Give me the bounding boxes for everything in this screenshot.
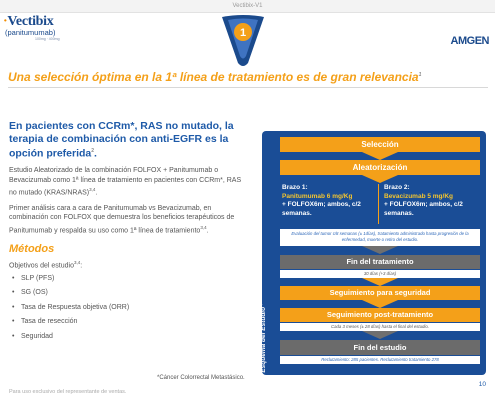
step-seguimiento-post: Seguimiento post-tratamiento (280, 308, 480, 322)
paragraph-analysis: Primer análisis cara a cara de Panitumumab vs Bevacizumab, en combinación con FOLFOX que demuestra los beneficios terapéuticos de Panitumumab y respalda su uso como 1ª línea de tratamiento$^{3,4}$. (9, 204, 235, 235)
list-item: • SG (OS) (12, 289, 48, 297)
arm-2: Brazo 2: Bevacizumab 5 mg/Kg + FOLFOX6m; ambos, c/2 semanas. (384, 184, 463, 217)
brand-generic: (panitumumab) (5, 28, 56, 37)
arm-divider (378, 184, 379, 224)
evaluation-note: Evaluación del tumor c/8 semanas (± 1días), tratamiento administrado hasta progresión de la enfermedad, muerte o retiro del estudio. (280, 229, 480, 246)
page-headline: Una selección óptima en la 1ª línea de tratamiento es de gran relevancia$^1$ (8, 70, 422, 84)
amgen-logo: AMGEN (450, 35, 489, 47)
fin-tratamiento-note: 30 días (+3 días) (280, 270, 480, 278)
slide-header (0, 13, 495, 68)
step-aleatorizacion: Aleatorización (280, 160, 480, 175)
methods-heading: Métodos (9, 242, 55, 255)
brand-sub: 100mg · 400mg (35, 37, 60, 41)
arrow-down-icon (362, 300, 398, 308)
subhead: En pacientes con CCRm*, RAS no mutado, la terapia de combinación con anti-EGFR es la opción preferida$^2$. (9, 120, 234, 160)
footnote-ccr: *Cáncer Colorrectal Metastásico. (157, 375, 245, 381)
arrow-down-icon (362, 331, 398, 339)
v1-badge-icon (218, 11, 268, 71)
footnote-disclaimer: Para uso exclusivo del representante de ventas. (9, 389, 127, 395)
headline-ref: 1 (418, 72, 422, 78)
step-fin-estudio: Fin del estudio (280, 340, 480, 355)
paragraph-study: Estudio Aleatorizado de la combinación FOLFOX + Panitumumab o Bevacizumab como 1ª línea de tratamiento en pacientes con CCRm*, RAS no mutado (KRAS/NRAS)$^{3,4}$. (9, 167, 242, 197)
arrow-down-icon (362, 246, 398, 254)
step-seleccion: Selección (280, 137, 480, 152)
list-item: • Tasa de resección (12, 318, 78, 326)
arm-1: Brazo 1: Panitumumab 6 mg/Kg + FOLFOX6m; ambos, c/2 semanas. (282, 184, 361, 217)
badge-number: 1 (239, 27, 247, 39)
fin-estudio-note: Reclutamiento: 285 pacientes. Reclutamiento tratamiento 278 (280, 356, 480, 364)
list-item: • Seguridad (12, 332, 53, 340)
left-column (9, 120, 245, 341)
list-item: • SLP (PFS) (12, 274, 55, 282)
window-title: Vectibix-V1 (232, 3, 263, 9)
step-seguimiento-seguridad: Seguimiento para seguridad (280, 286, 480, 300)
list-item: • Tasa de Respuesta objetiva (ORR) (12, 303, 130, 311)
diagram-side-label: Esquema del Estudio$^{3,4}$ (258, 301, 268, 373)
page-number: 10 (478, 381, 486, 388)
objectives-label: Objetivos del estudio$^{3,4}$: (9, 259, 83, 269)
objectives-list (9, 274, 245, 342)
arrow-down-icon (362, 152, 398, 160)
brand-name: Vectibix (7, 14, 54, 29)
post-note: Cada 3 meses (± 28 días) hasta el final del estudio. (280, 323, 480, 331)
arrow-down-icon (362, 278, 398, 286)
step-fin-tratamiento: Fin del tratamiento (280, 255, 480, 269)
vectibix-logo: ·Vectibix (panitumumab) 100mg · 400mg (3, 15, 63, 45)
headline-divider (8, 87, 488, 88)
